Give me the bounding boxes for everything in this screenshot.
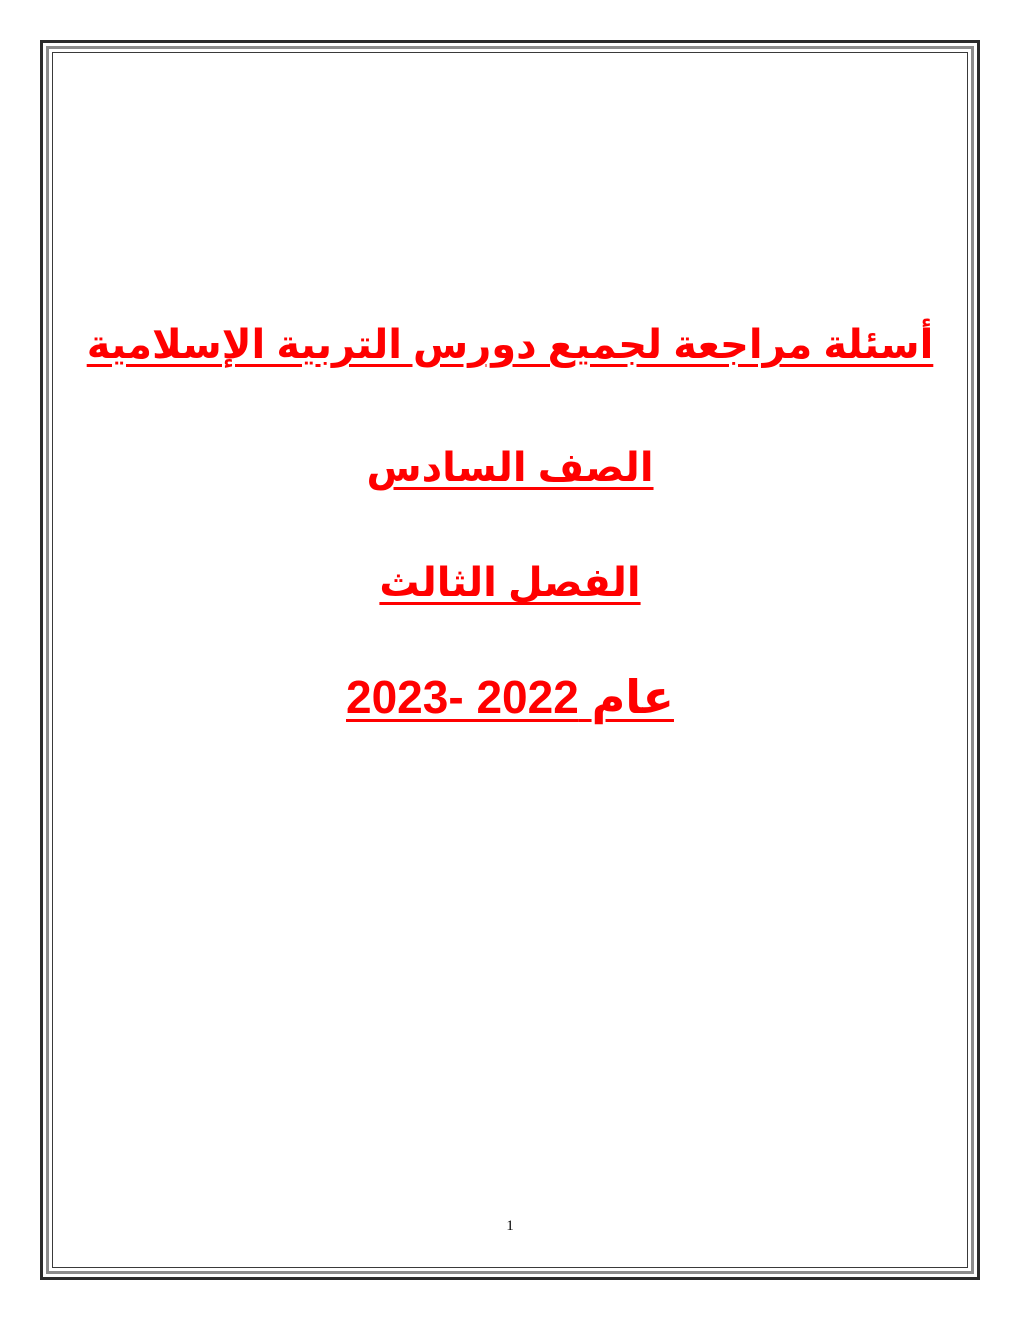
year-heading (0, 670, 1020, 724)
document-title: أسئلة مراجعة لجميع دورس التربية الإسلامية (86, 323, 934, 367)
page-border-innermost (52, 52, 968, 1268)
page-border (40, 40, 980, 1280)
page-number: 1 (506, 1218, 514, 1234)
grade-heading: الصف السادس (366, 446, 654, 490)
term-heading: الفصل الثالث (379, 561, 641, 605)
year-range: 2023- 2022 (346, 671, 579, 723)
page-border-inner (46, 46, 974, 1274)
year-word: عام (591, 671, 674, 723)
